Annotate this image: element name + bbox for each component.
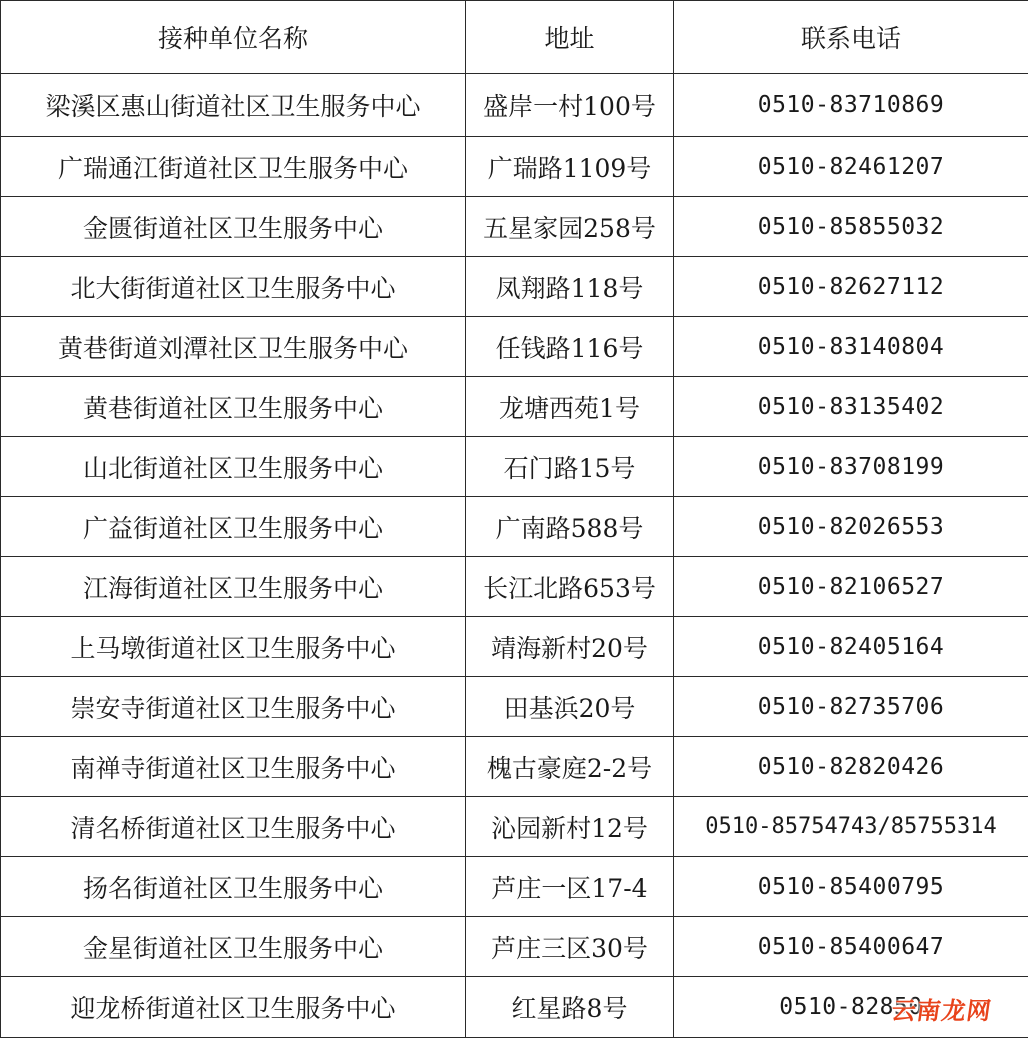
cell-unit-name: 南禅寺街道社区卫生服务中心 [1,737,466,797]
header-address: 地址 [466,1,674,74]
cell-unit-name: 上马墩街道社区卫生服务中心 [1,617,466,677]
cell-address: 芦庄一区17-4 [466,857,674,917]
cell-phone: 0510-83140804 [674,317,1028,377]
cell-address: 五星家园258号 [466,197,674,257]
cell-phone: 0510-82106527 [674,557,1028,617]
cell-address: 槐古豪庭2-2号 [466,737,674,797]
cell-unit-name: 北大街街道社区卫生服务中心 [1,257,466,317]
cell-phone: 0510-85400795 [674,857,1028,917]
cell-phone: 0510-83708199 [674,437,1028,497]
table-row [1,257,1028,317]
cell-unit-name: 广瑞通江街道社区卫生服务中心 [1,137,466,197]
table-row [1,857,1028,917]
cell-phone: 0510-82026553 [674,497,1028,557]
cell-phone: 0510-82627112 [674,257,1028,317]
cell-address: 靖海新村20号 [466,617,674,677]
cell-address: 芦庄三区30号 [466,917,674,977]
table-row [1,74,1028,137]
cell-address: 红星路8号 [466,977,674,1038]
cell-unit-name: 清名桥街道社区卫生服务中心 [1,797,466,857]
cell-unit-name: 金星街道社区卫生服务中心 [1,917,466,977]
watermark-logo: 云南龙网 [889,997,994,1025]
cell-address: 龙塘西苑1号 [466,377,674,437]
table-row [1,557,1028,617]
table-row [1,317,1028,377]
table-header [1,1,1028,74]
table-row [1,677,1028,737]
cell-phone: 0510-82735706 [674,677,1028,737]
table-row [1,137,1028,197]
cell-phone: 0510-82461207 [674,137,1028,197]
header-phone: 联系电话 [674,1,1028,74]
cell-address: 广瑞路1109号 [466,137,674,197]
table-row [1,377,1028,437]
cell-address: 长江北路653号 [466,557,674,617]
cell-phone: 0510-83135402 [674,377,1028,437]
cell-unit-name: 扬名街道社区卫生服务中心 [1,857,466,917]
cell-unit-name: 金匮街道社区卫生服务中心 [1,197,466,257]
header-unit-name: 接种单位名称 [1,1,466,74]
table-row [1,737,1028,797]
table-row [1,797,1028,857]
cell-phone: 0510-85400647 [674,917,1028,977]
cell-unit-name: 山北街道社区卫生服务中心 [1,437,466,497]
cell-phone: 0510-85855032 [674,197,1028,257]
cell-address: 石门路15号 [466,437,674,497]
cell-unit-name: 江海街道社区卫生服务中心 [1,557,466,617]
cell-address: 盛岸一村100号 [466,74,674,137]
cell-address: 沁园新村12号 [466,797,674,857]
cell-phone: 0510-82405164 [674,617,1028,677]
table-row [1,497,1028,557]
cell-address: 田基浜20号 [466,677,674,737]
cell-unit-name: 黄巷街道刘潭社区卫生服务中心 [1,317,466,377]
table-row [1,197,1028,257]
table-body [1,74,1028,1038]
table-row [1,977,1028,1038]
cell-address: 任钱路116号 [466,317,674,377]
cell-unit-name: 崇安寺街道社区卫生服务中心 [1,677,466,737]
cell-phone: 0510-85754743/85755314 [674,797,1028,857]
cell-unit-name: 迎龙桥街道社区卫生服务中心 [1,977,466,1038]
table-row [1,437,1028,497]
cell-address: 广南路588号 [466,497,674,557]
cell-phone: 0510-82820426 [674,737,1028,797]
cell-unit-name: 黄巷街道社区卫生服务中心 [1,377,466,437]
table-row [1,617,1028,677]
cell-unit-name: 广益街道社区卫生服务中心 [1,497,466,557]
cell-phone: 0510-82850 [674,977,1028,1038]
cell-phone: 0510-83710869 [674,74,1028,137]
header-row [1,1,1028,74]
cell-address: 凤翔路118号 [466,257,674,317]
cell-unit-name: 梁溪区惠山街道社区卫生服务中心 [1,74,466,137]
table-row [1,917,1028,977]
